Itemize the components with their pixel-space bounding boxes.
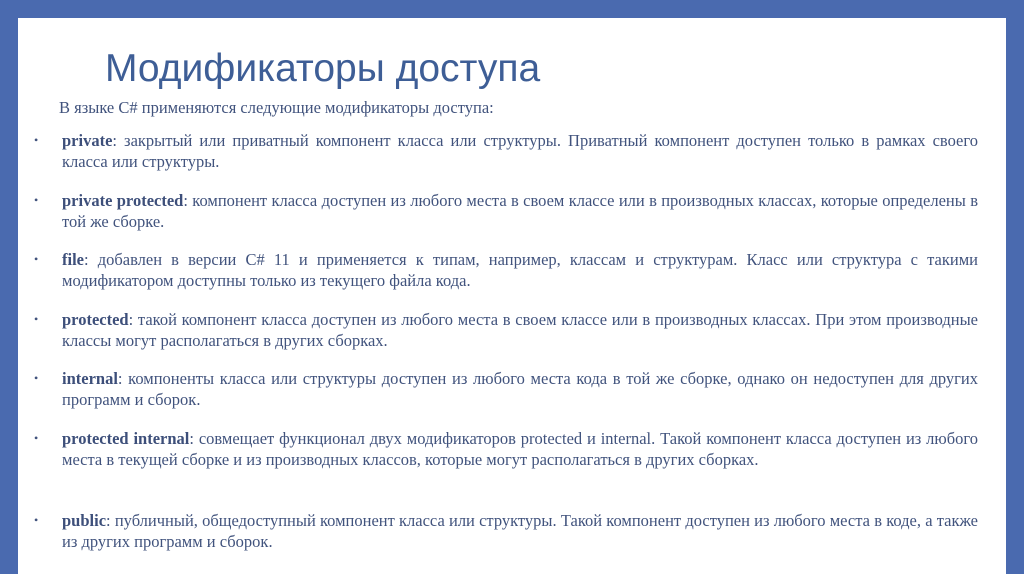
- item-term: file: [62, 250, 84, 269]
- item-term: internal: [62, 369, 118, 388]
- bullet-icon: •: [34, 252, 39, 266]
- list-item-protected-internal: [34, 428, 978, 470]
- bullet-icon: •: [34, 513, 39, 527]
- item-description: : совмещает функционал двух модификаторов protected и internal. Такой компонент класса доступен из любого места в текущей сборке и из производных классов, которые могут располагаться в других сборках.: [62, 429, 978, 469]
- list-item-public: [34, 510, 978, 552]
- item-term: private: [62, 131, 113, 150]
- item-description: : добавлен в версии C# 11 и применяется к типам, например, классам и структурам. Класс или структура с такими модификатором доступны только из текущего файла кода.: [62, 250, 978, 290]
- item-term: private protected: [62, 191, 184, 210]
- list-item-file: [34, 249, 978, 291]
- item-description: : такой компонент класса доступен из любого места в своем классе или в производных классах. При этом производные классы могут располагаться в других сборках.: [62, 310, 978, 350]
- bullet-icon: •: [34, 312, 39, 326]
- item-term: protected internal: [62, 429, 190, 448]
- bullet-icon: •: [34, 133, 39, 147]
- list-item-protected: [34, 309, 978, 351]
- item-description: : публичный, общедоступный компонент класса или структуры. Такой компонент доступен из любого места в коде, а также из других программ и сборок.: [62, 511, 978, 551]
- item-description: : закрытый или приватный компонент класса или структуры. Приватный компонент доступен только в рамках своего класса или структуры.: [62, 131, 978, 171]
- slide-title: Модификаторы доступа: [105, 47, 541, 90]
- item-description: : компонент класса доступен из любого места в своем классе или в производных классах, которые определены в той же сборке.: [62, 191, 978, 231]
- list-item-private-protected: [34, 190, 978, 232]
- modifier-list: [18, 18, 1006, 574]
- item-term: protected: [62, 310, 129, 329]
- bullet-icon: •: [34, 193, 39, 207]
- item-term: public: [62, 511, 107, 530]
- bullet-icon: •: [34, 431, 39, 445]
- list-item-private: [34, 130, 978, 172]
- slide: [18, 18, 1006, 574]
- list-item-internal: [34, 368, 978, 410]
- item-description: : компоненты класса или структуры доступен из любого места кода в той же сборке, однако он недоступен для других программ и сборок.: [62, 369, 978, 409]
- bullet-icon: •: [34, 371, 39, 385]
- intro-text: В языке C# применяются следующие модификаторы доступа:: [59, 98, 494, 117]
